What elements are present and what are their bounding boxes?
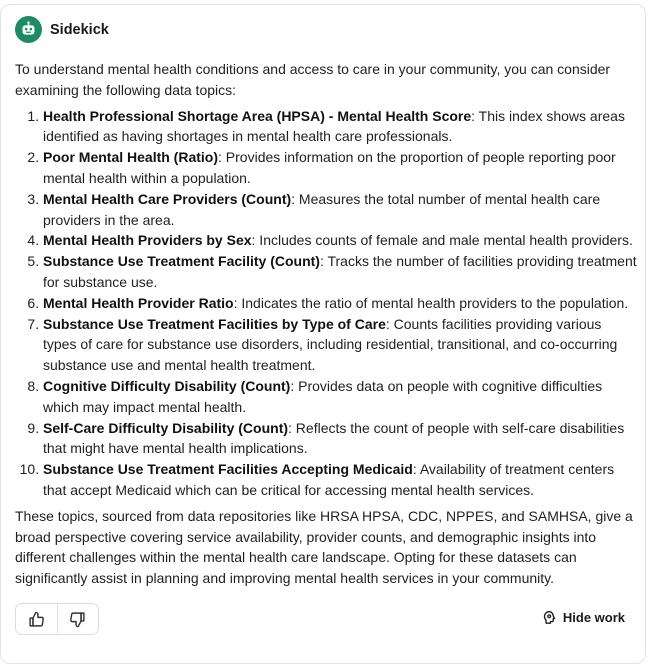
thumbs-up-icon: [28, 611, 45, 628]
hide-work-button[interactable]: [542, 610, 625, 625]
topic-item: [43, 418, 637, 460]
topic-item: [43, 230, 637, 251]
topic-title: Substance Use Treatment Facilities by Type of Care: [43, 315, 386, 332]
assistant-name: Sidekick: [50, 21, 109, 38]
thumbs-down-button[interactable]: [58, 604, 99, 634]
topic-title: Mental Health Care Providers (Count): [43, 190, 292, 207]
topic-item: [43, 459, 637, 501]
topic-description: : Provides data on people with cognitive difficulties which may impact mental health.: [43, 377, 603, 415]
message-body: [15, 59, 637, 589]
topic-item: [43, 189, 637, 231]
topic-item: [43, 251, 637, 293]
topic-description: : Measures the total number of mental health care providers in the area.: [43, 190, 601, 228]
message-intro: To understand mental health conditions and access to care in your community, you can consider examining the following data topics:: [15, 61, 611, 98]
topic-title: Poor Mental Health (Ratio): [43, 149, 219, 166]
topic-item: [43, 147, 637, 189]
thumbs-up-button[interactable]: [16, 604, 57, 634]
topic-list: [15, 106, 637, 501]
topic-description: : Availability of treatment centers that accept Medicaid which can be critical for accessing mental health services.: [43, 461, 615, 498]
topic-title: Mental Health Provider Ratio: [43, 294, 234, 311]
topic-description: : Provides information on the proportion of people reporting poor mental health within a population.: [43, 149, 616, 186]
message-header: [15, 16, 109, 43]
topic-description: : Includes counts of female and male mental health providers.: [251, 232, 633, 249]
topic-title: Self-Care Difficulty Disability (Count): [43, 419, 289, 436]
topic-item: [43, 376, 637, 418]
hide-work-label: Hide work: [562, 610, 625, 625]
feedback-group: [15, 603, 99, 635]
topic-description: : This index shows areas identified as having shortages in mental health care professionals.: [43, 107, 625, 145]
message-footer: [15, 603, 637, 637]
topic-description: : Indicates the ratio of mental health providers to the population.: [233, 294, 629, 311]
topic-item: [43, 106, 637, 148]
thumbs-down-icon: [69, 611, 86, 628]
brain-icon: [542, 610, 557, 625]
message-outro: These topics, sourced from data repositories like HRSA HPSA, CDC, NPPES, and SAMHSA, give a broad perspective covering service availability, provider counts, and demographic insights into different challenges within the mental health care landscape. Opting for these datasets can significantly assist in planning and improving mental health services in your community.: [15, 507, 633, 587]
topic-description: : Reflects the count of people with self-care disabilities that might have mental health implications.: [43, 419, 625, 457]
topic-item: [43, 293, 637, 314]
topic-item: [43, 314, 637, 376]
chat-message-card: [0, 4, 646, 664]
topic-title: Substance Use Treatment Facilities Accepting Medicaid: [43, 461, 413, 478]
topic-title: Mental Health Providers by Sex: [43, 232, 252, 249]
topic-title: Substance Use Treatment Facility (Count): [43, 253, 320, 270]
topic-title: Cognitive Difficulty Disability (Count): [43, 377, 291, 394]
topic-title: Health Professional Shortage Area (HPSA) - Mental Health Score: [43, 107, 472, 124]
assistant-avatar: [15, 16, 42, 43]
topic-description: : Tracks the number of facilities providing treatment for substance use.: [43, 253, 637, 290]
robot-icon: [20, 21, 37, 38]
topic-description: : Counts facilities providing various types of care for substance use disorders, including residential, transitional, and co-occurring substance use and mental health treatment.: [43, 315, 618, 374]
